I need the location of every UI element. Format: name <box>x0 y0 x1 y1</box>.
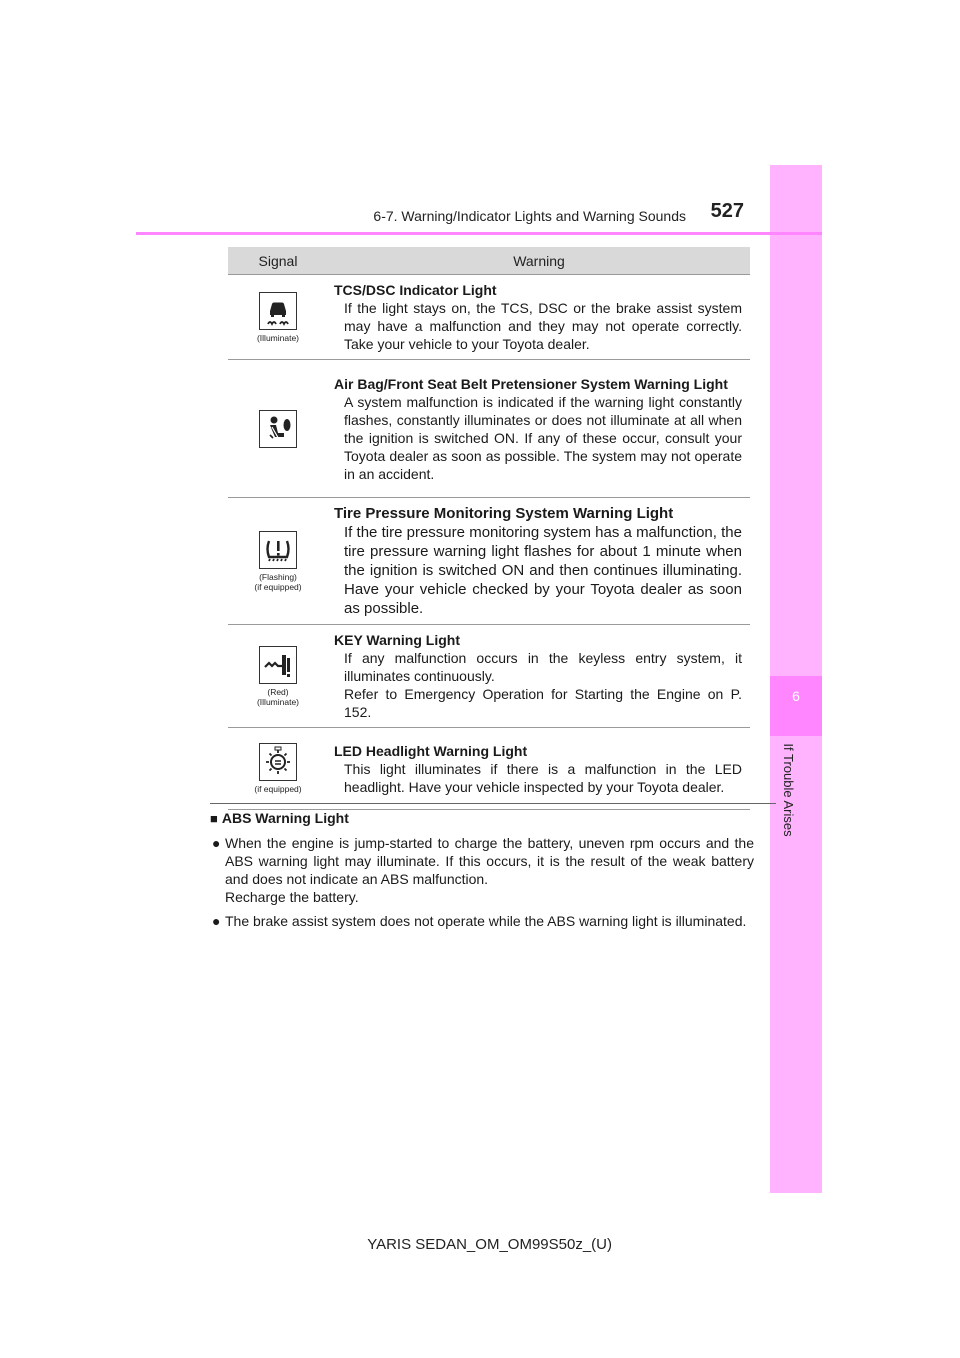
warning-body: If any malfunction occurs in the keyless entry system, it illuminates continuously. <box>344 650 742 684</box>
warning-title: Air Bag/Front Seat Belt Pretensioner System Warning Light <box>334 375 728 392</box>
warning-body: If the tire pressure monitoring system has a malfunction, the tire pressure warning light flashes for about 1 minute when the ignition is switched ON and then continues illuminating. Have your vehicle checked by your Toyota dealer as soon as possible. <box>344 524 742 617</box>
signal-note: (Red) <box>267 686 289 697</box>
warning-body: If the light stays on, the TCS, DSC or the brake assist system may have a malfunction and they may not operate correctly. Take your vehicle to your Toyota dealer. <box>344 300 742 352</box>
section-title: 6-7. Warning/Indicator Lights and Warning Sounds <box>373 208 686 224</box>
signal-cell <box>228 498 328 625</box>
chapter-title: If Trouble Arises <box>781 743 796 837</box>
warning-title: TCS/DSC Indicator Light <box>334 282 497 298</box>
key-warning-icon <box>259 646 297 684</box>
signal-note: (Flashing) <box>259 571 297 582</box>
warning-cell <box>328 625 750 728</box>
list-item-text: When the engine is jump-started to charge the battery, uneven rpm occurs and the ABS warning light may illuminate. If this occurs, it is the result of the weak battery and does not indicate an ABS malfunction. <box>225 835 754 887</box>
warning-cell <box>328 728 750 810</box>
table-header-row <box>228 247 750 275</box>
warning-cell <box>328 498 750 625</box>
airbag-icon <box>259 410 297 448</box>
col-signal-header: Signal <box>228 247 328 275</box>
list-item <box>210 834 754 906</box>
signal-cell <box>228 275 328 360</box>
signal-cell <box>228 625 328 728</box>
signal-cell <box>228 360 328 498</box>
signal-note: (if equipped) <box>254 581 302 592</box>
page-header <box>0 200 744 234</box>
abs-title-text: ABS Warning Light <box>221 810 349 826</box>
led-headlight-icon <box>259 743 297 781</box>
list-item-text: Recharge the battery. <box>225 889 359 905</box>
signal-note: (Illuminate) <box>256 332 300 343</box>
bullet-icon: ● <box>212 913 221 929</box>
signal-note: (if equipped) <box>254 784 302 794</box>
abs-title <box>210 809 754 828</box>
warning-title: Tire Pressure Monitoring System Warning Light <box>334 505 674 522</box>
tcs-dsc-icon <box>259 292 297 330</box>
warning-lights-table <box>228 247 750 810</box>
tire-pressure-icon <box>259 531 297 569</box>
page-number: 527 <box>710 200 744 222</box>
warning-title: KEY Warning Light <box>334 632 460 648</box>
warning-title: LED Headlight Warning Light <box>334 742 528 759</box>
warning-cell <box>328 275 750 360</box>
section-divider <box>210 803 776 804</box>
warning-body-ref: Refer to Emergency Operation for Starting the Engine on P. 152. <box>344 686 742 720</box>
document-code: YARIS SEDAN_OM_OM99S50z_(U) <box>367 1236 612 1253</box>
abs-note-section <box>210 809 754 930</box>
signal-note: (Illuminate) <box>256 696 300 707</box>
warning-body: This light illuminates if there is a malfunction in the LED headlight. Have your vehicle inspected by your Toyota dealer. <box>344 760 742 795</box>
header-rule <box>136 232 822 235</box>
chapter-number: 6 <box>792 688 800 704</box>
square-bullet-icon: ■ <box>210 811 218 826</box>
table-row <box>228 498 750 625</box>
table-row <box>228 728 750 810</box>
bullet-icon: ● <box>212 835 221 851</box>
list-item <box>210 912 754 930</box>
list-item-text: The brake assist system does not operate while the ABS warning light is illuminated. <box>225 913 747 929</box>
warning-cell <box>328 360 750 498</box>
table-row <box>228 360 750 498</box>
col-warning-header: Warning <box>328 247 750 275</box>
chapter-tab <box>770 676 822 736</box>
table-row <box>228 275 750 360</box>
signal-cell <box>228 728 328 810</box>
table-row <box>228 625 750 728</box>
warning-body: A system malfunction is indicated if the warning light constantly flashes, constantly illuminates or does not illuminate at all when the ignition is switched ON. If any of these occur, consult your Toyota dealer as soon as possible. The system may not operate in an accident. <box>344 393 742 482</box>
